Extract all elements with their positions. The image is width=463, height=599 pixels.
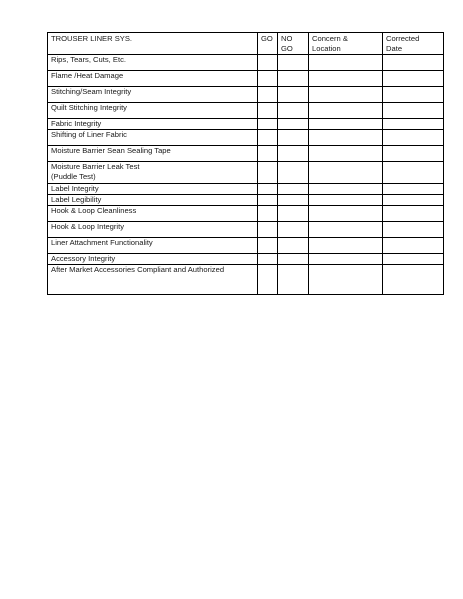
table-row	[48, 238, 444, 254]
corrected-date-cell[interactable]	[383, 206, 444, 222]
concern-cell[interactable]	[309, 162, 383, 184]
no-go-cell[interactable]	[278, 195, 309, 206]
inspection-item: After Market Accessories Compliant and Authorized	[48, 265, 258, 295]
table-row	[48, 87, 444, 103]
no-go-cell[interactable]	[278, 162, 309, 184]
go-cell[interactable]	[258, 195, 278, 206]
go-cell[interactable]	[258, 162, 278, 184]
corrected-date-cell[interactable]	[383, 195, 444, 206]
go-cell[interactable]	[258, 206, 278, 222]
no-go-cell[interactable]	[278, 103, 309, 119]
table-row	[48, 195, 444, 206]
no-go-cell[interactable]	[278, 222, 309, 238]
go-cell[interactable]	[258, 71, 278, 87]
no-go-cell[interactable]	[278, 206, 309, 222]
table-row	[48, 162, 444, 184]
table-row	[48, 265, 444, 295]
no-go-cell[interactable]	[278, 71, 309, 87]
corrected-date-cell[interactable]	[383, 254, 444, 265]
no-go-cell[interactable]	[278, 184, 309, 195]
corrected-date-cell[interactable]	[383, 119, 444, 130]
concern-cell[interactable]	[309, 55, 383, 71]
corrected-date-cell[interactable]	[383, 103, 444, 119]
inspection-item: Stitching/Seam Integrity	[48, 87, 258, 103]
go-cell[interactable]	[258, 119, 278, 130]
table-row	[48, 119, 444, 130]
go-cell[interactable]	[258, 103, 278, 119]
table-row	[48, 130, 444, 146]
concern-cell[interactable]	[309, 195, 383, 206]
concern-cell[interactable]	[309, 206, 383, 222]
table-header-row	[48, 33, 444, 55]
inspection-item: Fabric Integrity	[48, 119, 258, 130]
concern-cell[interactable]	[309, 222, 383, 238]
no-go-cell[interactable]	[278, 55, 309, 71]
no-go-cell[interactable]	[278, 130, 309, 146]
no-go-cell[interactable]	[278, 87, 309, 103]
no-go-cell[interactable]	[278, 265, 309, 295]
inspection-item: Hook & Loop Cleanliness	[48, 206, 258, 222]
table-row	[48, 55, 444, 71]
concern-cell[interactable]	[309, 146, 383, 162]
concern-cell[interactable]	[309, 238, 383, 254]
inspection-item: Accessory Integrity	[48, 254, 258, 265]
concern-cell[interactable]	[309, 119, 383, 130]
concern-cell[interactable]	[309, 71, 383, 87]
corrected-date-cell[interactable]	[383, 265, 444, 295]
header-no-go: NO GO	[278, 33, 309, 55]
concern-cell[interactable]	[309, 184, 383, 195]
corrected-date-cell[interactable]	[383, 222, 444, 238]
table-row	[48, 103, 444, 119]
no-go-cell[interactable]	[278, 254, 309, 265]
go-cell[interactable]	[258, 222, 278, 238]
header-go: GO	[258, 33, 278, 55]
table-row	[48, 71, 444, 87]
inspection-item: Hook & Loop Integrity	[48, 222, 258, 238]
corrected-date-cell[interactable]	[383, 130, 444, 146]
no-go-cell[interactable]	[278, 146, 309, 162]
corrected-date-cell[interactable]	[383, 184, 444, 195]
go-cell[interactable]	[258, 265, 278, 295]
header-system: TROUSER LINER SYS.	[48, 33, 258, 55]
concern-cell[interactable]	[309, 265, 383, 295]
table-row	[48, 146, 444, 162]
go-cell[interactable]	[258, 87, 278, 103]
inspection-item: Quilt Stitching Integrity	[48, 103, 258, 119]
concern-cell[interactable]	[309, 130, 383, 146]
no-go-cell[interactable]	[278, 238, 309, 254]
table-row	[48, 184, 444, 195]
inspection-item: Flame /Heat Damage	[48, 71, 258, 87]
no-go-cell[interactable]	[278, 119, 309, 130]
go-cell[interactable]	[258, 55, 278, 71]
inspection-item: Shifting of Liner Fabric	[48, 130, 258, 146]
inspection-table	[47, 32, 444, 295]
go-cell[interactable]	[258, 146, 278, 162]
table-row	[48, 206, 444, 222]
corrected-date-cell[interactable]	[383, 71, 444, 87]
table-row	[48, 254, 444, 265]
inspection-item: Liner Attachment Functionality	[48, 238, 258, 254]
corrected-date-cell[interactable]	[383, 162, 444, 184]
go-cell[interactable]	[258, 254, 278, 265]
inspection-item: Label Integrity	[48, 184, 258, 195]
table-row	[48, 222, 444, 238]
inspection-item: Rips, Tears, Cuts, Etc.	[48, 55, 258, 71]
concern-cell[interactable]	[309, 87, 383, 103]
inspection-item: Moisture Barrier Leak Test (Puddle Test)	[48, 162, 258, 184]
corrected-date-cell[interactable]	[383, 87, 444, 103]
corrected-date-cell[interactable]	[383, 238, 444, 254]
go-cell[interactable]	[258, 130, 278, 146]
go-cell[interactable]	[258, 184, 278, 195]
header-corrected-date: Corrected Date	[383, 33, 444, 55]
concern-cell[interactable]	[309, 103, 383, 119]
corrected-date-cell[interactable]	[383, 55, 444, 71]
go-cell[interactable]	[258, 238, 278, 254]
inspection-item: Moisture Barrier Sean Sealing Tape	[48, 146, 258, 162]
inspection-item: Label Legibility	[48, 195, 258, 206]
header-concern: Concern & Location	[309, 33, 383, 55]
corrected-date-cell[interactable]	[383, 146, 444, 162]
concern-cell[interactable]	[309, 254, 383, 265]
